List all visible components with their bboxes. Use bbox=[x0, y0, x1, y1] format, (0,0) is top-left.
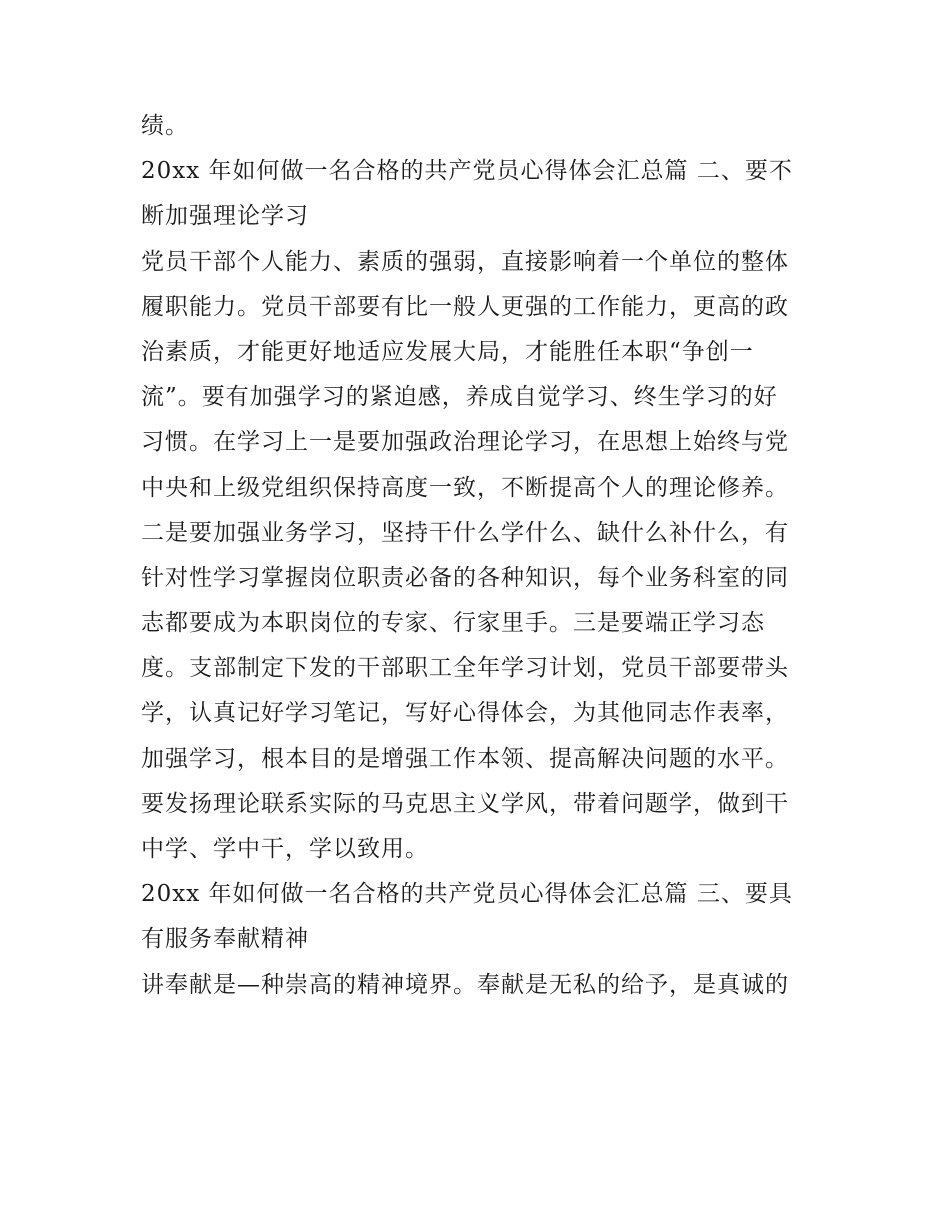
text-line: 学，认真记好学习笔记，写好心得体会，为其他同志作表率， bbox=[141, 700, 789, 727]
text-line: 治素质，才能更好地适应发展大局，才能胜任本职“争创一 bbox=[141, 338, 754, 365]
document-body bbox=[141, 104, 821, 1008]
text-line: 履职能力。党员干部要有比一般人更强的工作能力，更高的政 bbox=[141, 293, 789, 320]
text-line: 要发扬理论联系实际的马克思主义学风，带着问题学，做到干 bbox=[141, 790, 789, 817]
text-line: 习惯。在学习上一是要加强政治理论学习，在思想上始终与党 bbox=[141, 429, 789, 456]
text-line: 加强学习，根本目的是增强工作本领、提高解决问题的水平。 bbox=[141, 745, 789, 772]
text-line: 二是要加强业务学习，坚持干什么学什么、缺什么补什么，有 bbox=[141, 519, 789, 546]
text-line: 中央和上级党组织保持高度一致，不断提高个人的理论修养。 bbox=[141, 474, 789, 501]
section-heading-line: 有服务奉献精神 bbox=[141, 926, 309, 953]
text-line: 党员干部个人能力、素质的强弱，直接影响着一个单位的整体 bbox=[141, 248, 789, 275]
text-line: 讲奉献是—种崇高的精神境界。奉献是无私的给予，是真诚的 bbox=[141, 971, 789, 998]
text-line: 志都要成为本职岗位的专家、行家里手。三是要端正学习态 bbox=[141, 610, 765, 637]
text-line: 流”。要有加强学习的紧迫感，养成自觉学习、终生学习的好 bbox=[141, 384, 778, 411]
text-line: 绩。 bbox=[141, 113, 189, 139]
text-line: 中学、学中干，学以致用。 bbox=[141, 836, 429, 862]
section-heading-line: 20xx 年如何做一名合格的共产党员心得体会汇总篇 二、要不 bbox=[141, 158, 793, 185]
text-line: 针对性学习掌握岗位职责必备的各种知识，每个业务科室的同 bbox=[141, 564, 789, 591]
text-line: 度。支部制定下发的干部职工全年学习计划，党员干部要带头 bbox=[141, 655, 789, 682]
section-heading-line: 20xx 年如何做一名合格的共产党员心得体会汇总篇 三、要具 bbox=[141, 881, 793, 908]
section-heading-line: 断加强理论学习 bbox=[141, 203, 309, 230]
